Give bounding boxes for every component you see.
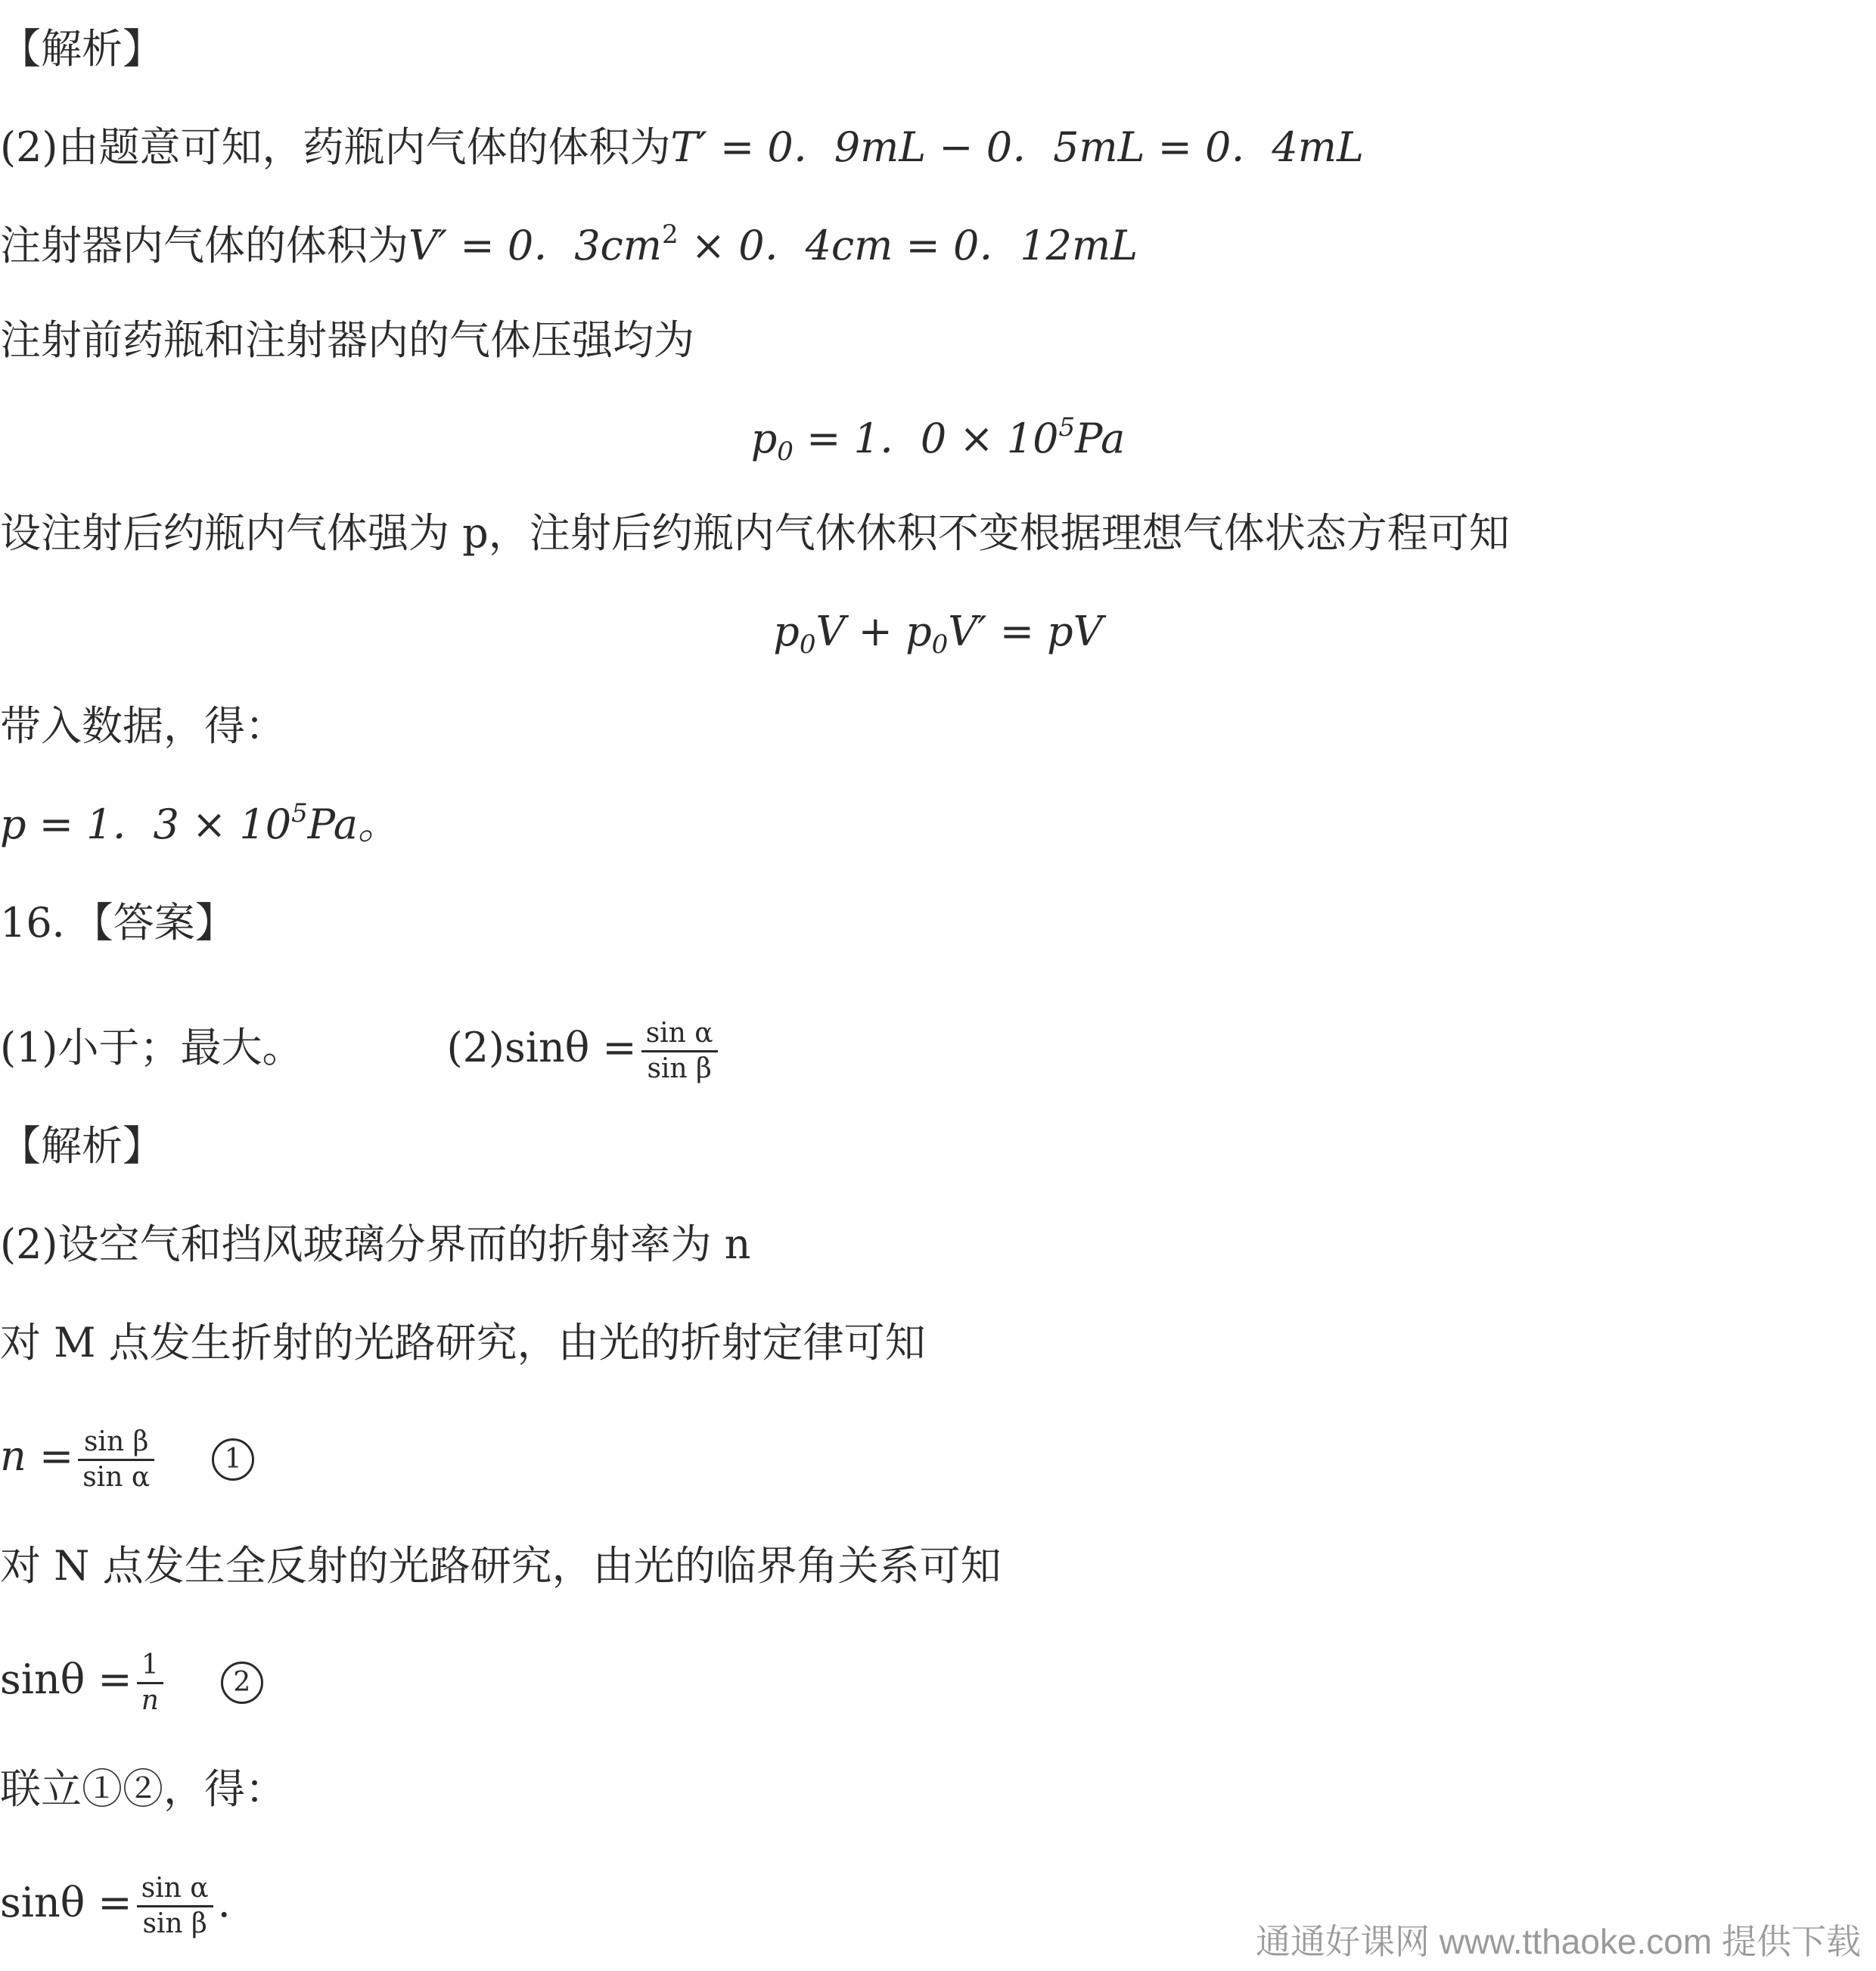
analysis-heading: 【解析】 [0,1122,163,1170]
fraction [641,1017,718,1086]
denominator: n [141,1684,159,1716]
equation-2 [0,1638,263,1721]
eq-part: sinθ = [0,1879,132,1926]
centered-equation [0,412,1876,465]
variable: p [462,509,489,557]
line-text: 注射器内气体的体积为 [0,222,408,269]
equation-1 [0,1415,254,1498]
numerator: sin α [641,1017,718,1052]
denominator: sin α [82,1461,151,1493]
final-equation [0,1861,231,1945]
answer-1: (1)小于；最大。 [0,1024,303,1071]
exponent: 5 [1058,412,1076,443]
result-line [0,798,399,851]
subscript: 0 [799,630,816,660]
numerator: sin α [137,1872,213,1907]
centered-equation [0,605,1876,658]
text-line: 联立①②，得： [0,1765,286,1813]
subscript: 0 [777,437,794,467]
eq-part: Pa。 [307,801,399,848]
eq-part: V′ = pV [948,608,1103,655]
fraction [78,1425,154,1494]
eq-part: . [217,1879,231,1926]
line-text: 设注射后约瓶内气体强为 [0,509,463,557]
eq-part: Pa [1075,415,1126,462]
numerator: 1 [137,1649,163,1684]
text-line: 注射前药瓶和注射器内的气体压强均为 [0,316,694,364]
fraction [137,1872,213,1941]
text-line: (2)设空气和挡风玻璃分界而的折射率为 n [0,1220,751,1268]
numerator: sin β [78,1425,154,1461]
denominator: sin β [647,1052,712,1084]
text-line: 对 N 点发生全反射的光路研究，由光的临界角关系可知 [0,1542,1002,1590]
circled-number-2: 2 [221,1662,263,1704]
denominator: sin β [142,1907,207,1939]
circled-number-1: 1 [212,1438,254,1481]
line-text: ，注射后约瓶内气休休积不变根据理想气体状态方程可知 [488,509,1510,557]
analysis-heading: 【解析】 [0,25,163,73]
line-text: (2)由题意可知，药瓶内气体的体积为 [0,123,671,171]
eq-part: n = [0,1432,74,1480]
text-line: 对 M 点发生折射的光路研究，由光的折射定律可知 [0,1319,926,1366]
eq-part: = 1．0 × 10 [793,415,1059,462]
formula: × 0．4cm = 0．12mL [678,222,1138,269]
answer-line [0,1006,722,1090]
eq-part: sinθ = [0,1655,132,1703]
text-line [0,507,1510,560]
watermark: 通通好课网 www.tthaoke.com 提供下载 [1255,1922,1861,1961]
fraction [137,1649,163,1718]
exponent: 2 [662,219,679,250]
question-heading: 16．【答案】 [0,899,236,947]
eq-part: p = 1．3 × 10 [0,801,292,848]
eq-part: p [750,415,778,462]
formula: T′ = 0．9mL − 0．5mL = 0．4mL [670,123,1364,171]
formula: V′ = 0．3cm [408,222,662,269]
answer-2: (2)sinθ = [446,1024,637,1071]
eq-part: V + p [815,608,932,655]
exponent: 5 [291,798,308,829]
subscript: 0 [931,630,949,660]
text-line [0,219,1138,272]
text-line [0,121,1364,174]
text-line: 带入数据，得： [0,702,286,750]
eq-part: p [773,608,800,655]
